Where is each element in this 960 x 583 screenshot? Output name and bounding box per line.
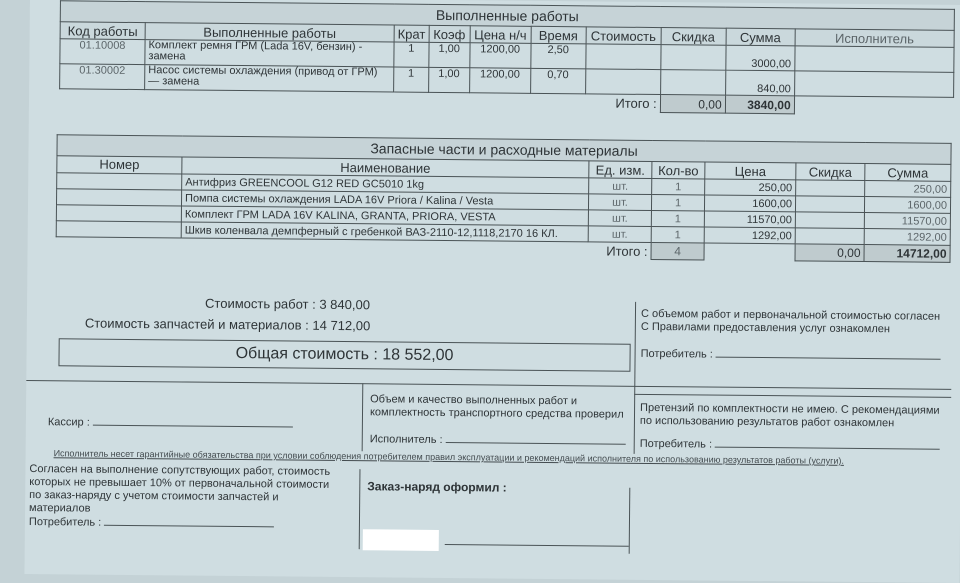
- part-price: 1292,00: [704, 227, 795, 244]
- part-qty: 1: [651, 226, 704, 243]
- quality-signature-line[interactable]: [446, 442, 626, 445]
- part-qty: 1: [652, 178, 705, 195]
- part-discount: [796, 180, 865, 197]
- consent-line-2: С Правилами предоставления услуг ознакомлен: [640, 320, 891, 336]
- work-koef: 1,00: [428, 67, 469, 92]
- part-price: 1600,00: [704, 195, 795, 212]
- parts-total-discount: 0,00: [795, 244, 864, 262]
- part-unit: шт.: [588, 210, 651, 227]
- extra-works-line-3: по заказ-наряду с учетом стоимости запчастей и: [29, 489, 279, 504]
- consent-signature[interactable]: [641, 348, 941, 364]
- col-discount: Скидка: [796, 163, 865, 181]
- work-discount: [661, 45, 726, 71]
- parts-table: [56, 134, 952, 263]
- work-price: 1200,00: [470, 43, 531, 69]
- part-discount: [795, 228, 864, 245]
- works-cost-line: Стоимость работ : 3 840,00: [204, 295, 371, 313]
- extra-works-signature[interactable]: [29, 516, 274, 531]
- work-executor: [794, 71, 954, 98]
- work-sum: 3000,00: [726, 45, 795, 71]
- part-unit: шт.: [589, 178, 652, 195]
- part-sum: 250,00: [865, 181, 951, 198]
- parts-total-sum: 14712,00: [864, 245, 950, 263]
- order-signature-line[interactable]: [445, 544, 629, 547]
- part-sum: 1292,00: [864, 229, 950, 246]
- work-code: 01.10008: [60, 39, 145, 65]
- work-krat: 1: [394, 42, 429, 67]
- work-discount: [660, 70, 725, 96]
- col-sum: Сумма: [726, 28, 795, 46]
- consent-signer-label: Потребитель :: [640, 347, 713, 361]
- extra-works-signer-label: Потребитель :: [28, 516, 102, 529]
- work-name: Комплект ремня ГРМ (Lada 16V, бензин) - замена: [145, 40, 394, 67]
- quality-line-1: Объем и качество выполненных работ и: [370, 393, 578, 408]
- claims-signature-line[interactable]: [715, 447, 940, 450]
- part-sum: 11570,00: [864, 213, 950, 230]
- work-cost: [585, 69, 660, 95]
- quality-signer-label: Исполнитель :: [369, 433, 443, 446]
- work-time: 2,50: [531, 43, 586, 69]
- works-total-label: Итого :: [615, 95, 657, 112]
- part-qty: 1: [651, 210, 704, 227]
- parts-total-label: Итого :: [606, 243, 648, 259]
- part-number: [56, 189, 181, 206]
- claims-signer-label: Потребитель :: [639, 437, 713, 451]
- work-executor: [795, 46, 955, 73]
- works-total-sum: 3840,00: [725, 95, 794, 114]
- redacted-name: [363, 529, 439, 551]
- extra-works-line-2: которых не превышает 10% от первоначальной стоимости: [29, 476, 330, 491]
- part-number: [57, 173, 182, 190]
- part-name: Шкив коленвала демпферный с гребенкой ВАЗ-2110-12,1118,2170 16 КЛ.: [181, 222, 588, 242]
- part-price: 11570,00: [704, 211, 795, 228]
- part-name: Комплект ГРМ LADA 16V KALINA, GRANTA, PRIORA, VESTA: [181, 206, 588, 226]
- extra-works-line-4: материалов: [29, 502, 91, 515]
- cashier-signature-line[interactable]: [93, 425, 293, 428]
- part-name: Помпа системы охлаждения LADA 16V Priora / Kalina / Vesta: [181, 190, 588, 210]
- part-discount: [795, 196, 864, 213]
- work-name: Насос системы охлаждения (привод от ГРМ) — замена: [145, 65, 394, 92]
- part-sum: 1600,00: [864, 197, 950, 214]
- col-qty: Кол-во: [652, 161, 705, 179]
- col-time: Время: [531, 26, 586, 44]
- col-work: Выполненные работы: [145, 23, 394, 42]
- work-sum: 840,00: [725, 70, 794, 96]
- quality-line-2: комплектность транспортного средства проверил: [369, 406, 624, 421]
- extra-works-line-1: Согласен на выполнение сопутствующих работ, стоимость: [29, 463, 331, 478]
- part-unit: шт.: [588, 226, 651, 243]
- col-number: Номер: [57, 156, 182, 174]
- parts-cost-line: Стоимость запчастей и материалов : 14 712,00: [84, 315, 371, 334]
- extra-works-block: [29, 463, 339, 518]
- warranty-note: Исполнитель несет гарантийные обязательства при условии соблюдения потребителем правил эксплуатации и рекомендаций исполнителя по использованию результатов работы (услуги).: [53, 448, 844, 466]
- col-code: Код работы: [60, 22, 145, 40]
- consent-signature-line[interactable]: [716, 357, 941, 360]
- extra-works-signature-line[interactable]: [104, 525, 274, 528]
- col-sum: Сумма: [865, 164, 951, 182]
- parts-title: Запасные части и расходные материалы: [57, 135, 951, 165]
- work-order-sheet: [24, 0, 960, 583]
- work-cost: [586, 44, 661, 70]
- col-name: Наименование: [182, 157, 589, 178]
- part-number: [56, 221, 181, 238]
- part-qty: 1: [651, 194, 704, 211]
- parts-total-qty: 4: [651, 242, 704, 260]
- col-discount: Скидка: [661, 28, 726, 46]
- col-price: Цена: [705, 162, 796, 180]
- works-total-discount: 0,00: [660, 95, 725, 114]
- part-price: 250,00: [705, 179, 796, 196]
- works-title: Выполненные работы: [60, 1, 954, 31]
- part-name: Антифриз GREENCOOL G12 RED GC5010 1kg: [182, 174, 589, 194]
- order-issued-label: Заказ-наряд оформил :: [367, 479, 507, 495]
- cashier-label: Кассир :: [47, 416, 90, 429]
- work-krat: 1: [394, 67, 429, 92]
- col-unit: Ед. изм.: [589, 161, 652, 179]
- grand-total-box: Общая стоимость : 18 552,00: [58, 338, 630, 371]
- work-price: 1200,00: [469, 68, 530, 94]
- claims-line-1: Претензий по комплектности не имею. С рекомендациями: [640, 401, 940, 417]
- part-unit: шт.: [588, 194, 651, 211]
- part-discount: [795, 212, 864, 229]
- consent-line-1: С объемом работ и первоначальной стоимостью согласен: [640, 307, 941, 323]
- works-table: [59, 0, 955, 116]
- claims-line-2: по использованию результатов работ ознакомлен: [639, 414, 895, 430]
- part-number: [56, 205, 181, 222]
- claims-signature[interactable]: [640, 438, 940, 454]
- col-krat: Крат: [394, 25, 429, 42]
- work-koef: 1,00: [429, 42, 470, 67]
- cashier-signature[interactable]: [48, 416, 293, 431]
- quality-signature[interactable]: [370, 433, 626, 448]
- work-time: 0,70: [530, 68, 585, 94]
- col-koef: Коэф: [429, 25, 470, 42]
- col-price: Цена н/ч: [470, 26, 531, 44]
- col-executor: Исполнитель: [795, 29, 954, 48]
- work-code: 01.30002: [60, 64, 145, 90]
- col-cost: Стоимость: [586, 27, 661, 45]
